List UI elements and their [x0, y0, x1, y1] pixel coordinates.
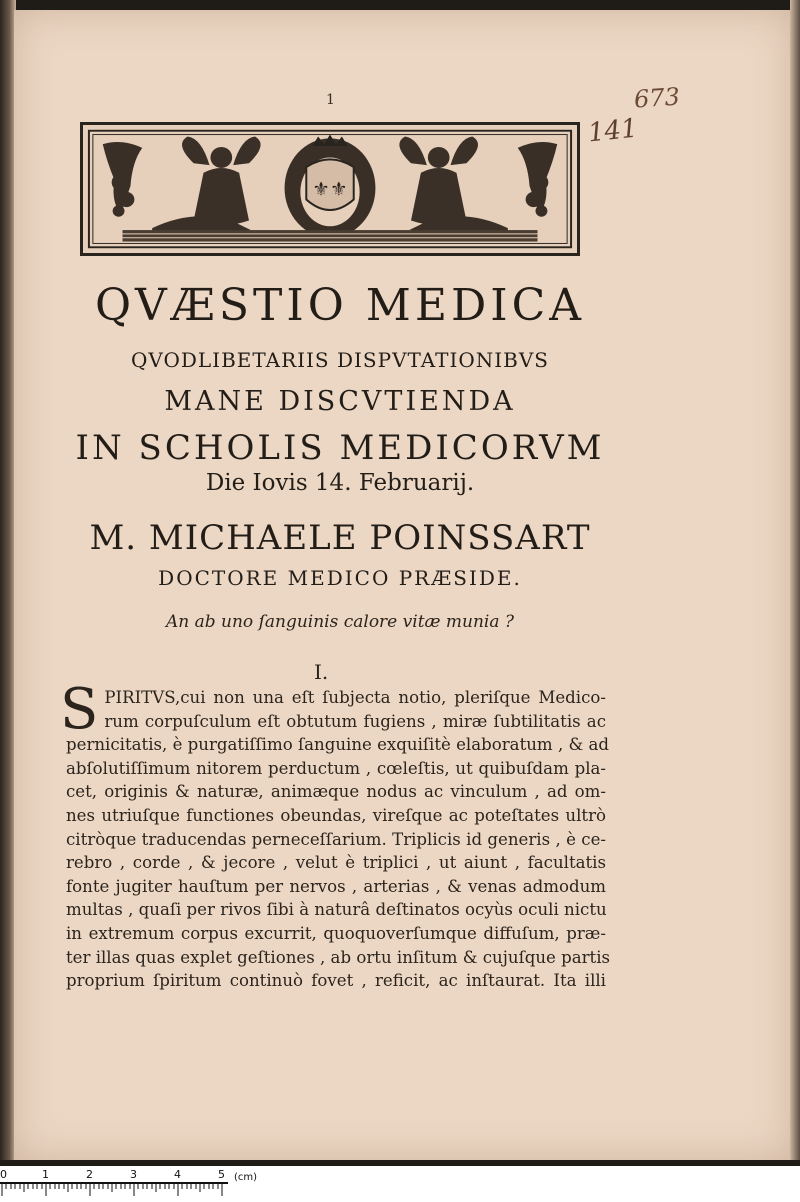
- scale-unit: (cm): [234, 1172, 258, 1183]
- scale-number: 0: [0, 1168, 7, 1181]
- scale-number: 4: [174, 1168, 181, 1181]
- body-line: citròque traducendas perneceſſarium. Triplicis id generis , è ce-: [66, 829, 606, 849]
- section-number: I.: [314, 660, 329, 684]
- scale-number: 3: [130, 1168, 137, 1181]
- praeses-title: DOCTORE MEDICO PRÆSIDE.: [158, 566, 522, 590]
- body-line: fonte jugiter hauſtum per nervos , arterias , & venas admodum: [66, 876, 606, 896]
- handwritten-side-number: 141: [586, 113, 640, 149]
- body-line: pernicitatis, è purgatiſſimo ſanguine exquiſitè elaboratum , & ad: [66, 735, 610, 755]
- title-line-2: QVODLIBETARIIS DISPVTATIONIBVS: [130, 348, 550, 372]
- body-line: proprium ſpiritum continuò fovet , reficit, ac inſtaurat. Ita illi: [66, 971, 606, 991]
- handwritten-folio-number: 673: [633, 82, 681, 114]
- title-line-4: IN SCHOLIS MEDICORVM: [75, 428, 605, 468]
- praeses-name: M. MICHAELE POINSSART: [89, 518, 591, 558]
- woodcut-headpiece-icon: [80, 122, 580, 256]
- body-line: cet, originis & naturæ, animæque nodus ac vinculum , ad om-: [66, 782, 606, 802]
- date-line: Die Iovis 14. Februarij.: [205, 470, 475, 496]
- body-line: multas , quaſi per rivos ſibi à naturâ deſtinatos ocyùs oculi nictu: [66, 900, 607, 920]
- body-line: rum corpuſculum eſt obtutum fugiens , miræ ſubtilitatis ac: [104, 711, 606, 731]
- body-line: nes utriuſque functiones obeundas, vireſque ac poteſtates ultrò: [66, 805, 606, 825]
- body-line: abſolutiſſimum nitorem perductum , cœleſtis, ut quibuſdam pla-: [66, 758, 606, 778]
- ruler-ticks-icon: [0, 1182, 228, 1196]
- body-line: in extremum corpus excurrit, quoquoverſumque diffuſum, præ-: [66, 923, 606, 943]
- drop-capital: S: [60, 677, 99, 742]
- scale-number: 2: [86, 1168, 93, 1181]
- page-number: 1: [326, 92, 335, 108]
- body-line: PIRITVS,cui non una eſt ſubjecta notio, pleriſque Medico-: [104, 688, 606, 707]
- svg-text:⚜⚜: ⚜⚜: [312, 177, 348, 201]
- body-line: rebro , corde , & jecore , velut è triplici , ut aiunt , facultatis: [66, 853, 606, 873]
- scale-number: 1: [42, 1168, 49, 1181]
- thesis-question: An ab uno ſanguinis calore vitæ munia ?: [165, 612, 515, 632]
- body-paragraph: [60, 677, 611, 993]
- body-line: ter illas quas explet geſtiones , ab ortu inſitum & cujuſque partis: [66, 947, 611, 967]
- scale-number: 5: [218, 1168, 225, 1181]
- page-fore-edge: [790, 0, 800, 1160]
- title-line-3: MANE DISCVTIENDA: [164, 386, 516, 417]
- title-line-1: QVÆSTIO MEDICA: [94, 280, 586, 331]
